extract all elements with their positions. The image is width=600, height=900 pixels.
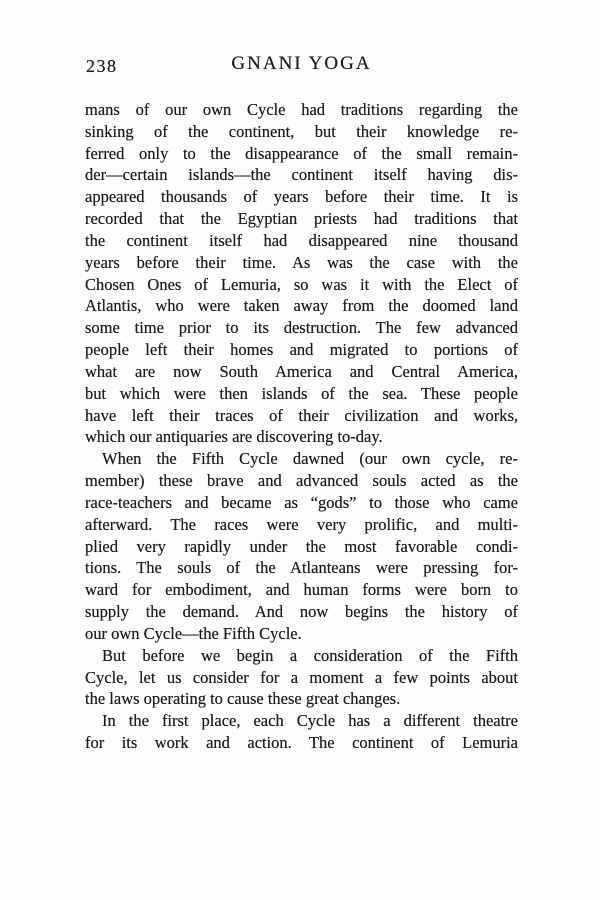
text-line: ward for embodiment, and human forms were born to — [85, 580, 518, 600]
text-line: years before their time. As was the case with the — [85, 252, 518, 272]
text-line: but which were then islands of the sea. These people — [85, 383, 518, 403]
text-line: sinking of the continent, but their knowledge re- — [85, 121, 518, 141]
body-text — [85, 99, 518, 754]
text-line: what are now South America and Central America, — [85, 361, 518, 381]
text-line: member) these brave and advanced souls acted as the — [85, 471, 518, 491]
text-line: tions. The souls of the Atlanteans were pressing for- — [85, 558, 518, 578]
text-line: which our antiquaries are discovering to-day. — [85, 427, 383, 447]
text-line: afterward. The races were very prolific, and multi- — [85, 514, 518, 534]
text-line: But before we begin a consideration of the Fifth — [102, 645, 518, 665]
text-line: appeared thousands of years before their time. It is — [85, 187, 518, 207]
text-line: In the first place, each Cycle has a different theatre — [102, 711, 518, 731]
text-line: have left their traces of their civilization and works, — [85, 405, 518, 425]
running-title: GNANI YOGA — [231, 53, 372, 74]
text-line: our own Cycle—the Fifth Cycle. — [85, 623, 302, 643]
text-line: der—certain islands—the continent itself having dis- — [85, 165, 518, 185]
text-line: plied very rapidly under the most favorable condi- — [85, 536, 518, 556]
running-header — [85, 53, 518, 77]
text-line: race-teachers and became as “gods” to those who came — [85, 492, 518, 512]
text-line: supply the demand. And now begins the history of — [85, 602, 518, 622]
text-line: mans of our own Cycle had traditions regarding the — [85, 100, 518, 119]
text-line: for its work and action. The continent of Lemuria — [85, 733, 518, 753]
text-line: Chosen Ones of Lemuria, so was it with the Elect of — [85, 274, 518, 294]
text-line: some time prior to its destruction. The few advanced — [85, 318, 518, 338]
text-line: the continent itself had disappeared nine thousand — [85, 230, 518, 250]
text-line: Cycle, let us consider for a moment a few points about — [85, 667, 518, 687]
text-line: the laws operating to cause these great changes. — [85, 689, 401, 709]
page-number: 238 — [86, 56, 118, 76]
text-line: When the Fifth Cycle dawned (our own cycle, re- — [102, 449, 518, 469]
text-line: people left their homes and migrated to portions of — [85, 340, 518, 360]
text-line: Atlantis, who were taken away from the doomed land — [85, 296, 518, 316]
text-line: recorded that the Egyptian priests had traditions that — [85, 209, 518, 229]
text-line: ferred only to the disappearance of the small remain- — [85, 143, 518, 163]
